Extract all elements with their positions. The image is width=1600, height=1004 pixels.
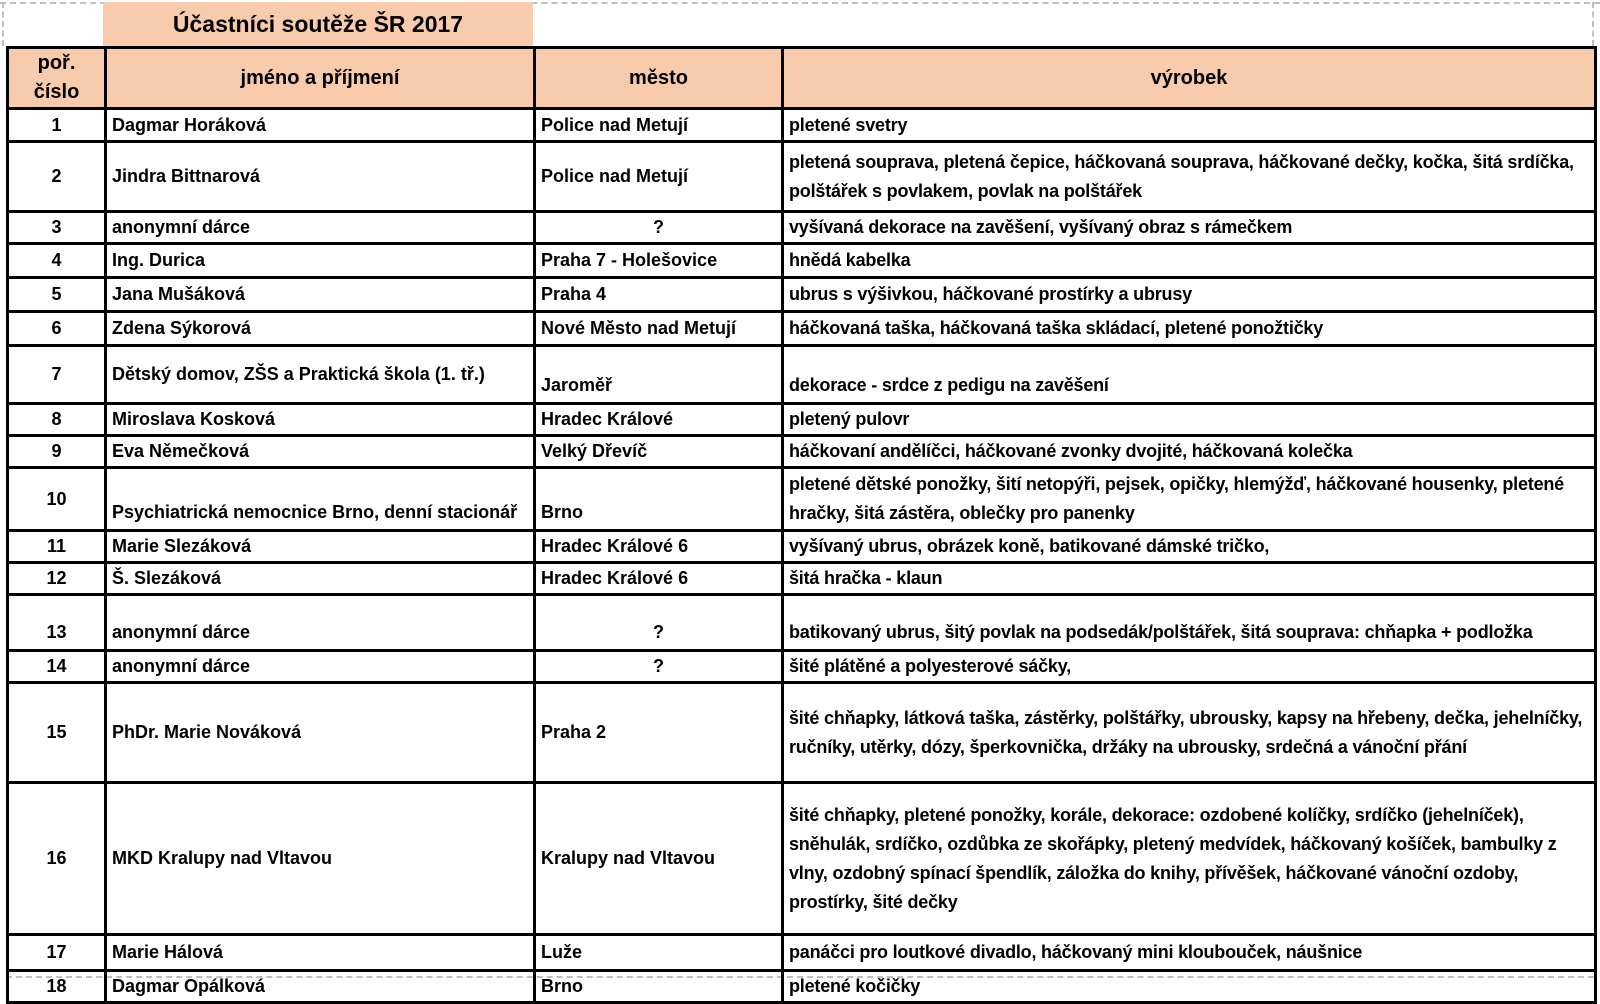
table-row [8, 244, 1596, 278]
table-row [8, 436, 1596, 468]
product-cell[interactable]: pletená souprava, pletená čepice, háčkovaná souprava, háčkované dečky, kočka, šitá srdíčka, polštářek s povlakem, povlak na polštářek [783, 142, 1596, 212]
participant-name-cell[interactable]: Eva Němečková [106, 436, 535, 468]
row-number-cell[interactable]: 1 [8, 109, 106, 142]
product-cell[interactable]: pletené svetry [783, 109, 1596, 142]
participant-name-cell[interactable]: Dagmar Horáková [106, 109, 535, 142]
row-number-cell[interactable]: 9 [8, 436, 106, 468]
table-row [8, 346, 1596, 404]
product-cell[interactable]: vyšívaný ubrus, obrázek koně, batikované dámské tričko, [783, 531, 1596, 563]
city-cell[interactable]: Police nad Metují [535, 109, 783, 142]
row-number-cell[interactable]: 6 [8, 312, 106, 346]
row-number-cell[interactable]: 3 [8, 212, 106, 244]
table-row [8, 683, 1596, 783]
table-body [8, 109, 1596, 1003]
city-cell[interactable]: Jaroměř [535, 346, 783, 404]
city-cell[interactable]: Velký Dřevíč [535, 436, 783, 468]
product-cell[interactable]: pletený pulovr [783, 404, 1596, 436]
participant-name-cell[interactable]: Jindra Bittnarová [106, 142, 535, 212]
table-row [8, 212, 1596, 244]
product-cell[interactable]: batikovaný ubrus, šitý povlak na podsedák/polštářek, šitá souprava: chňapka + podložka [783, 595, 1596, 651]
city-cell[interactable]: Hradec Králové 6 [535, 563, 783, 595]
gridline-left [2, 2, 4, 46]
city-cell[interactable]: ? [535, 651, 783, 683]
city-cell[interactable]: Luže [535, 935, 783, 971]
table-row [8, 935, 1596, 971]
product-cell[interactable]: háčkovaní andělíčci, háčkované zvonky dvojité, háčkovaná kolečka [783, 436, 1596, 468]
table-row [8, 312, 1596, 346]
product-cell[interactable]: šité plátěné a polyesterové sáčky, [783, 651, 1596, 683]
table-row [8, 971, 1596, 1003]
product-cell[interactable]: háčkovaná taška, háčkovaná taška skládací, pletené ponožtičky [783, 312, 1596, 346]
participant-name-cell[interactable]: Zdena Sýkorová [106, 312, 535, 346]
table-row [8, 651, 1596, 683]
city-cell[interactable]: Kralupy nad Vltavou [535, 783, 783, 935]
city-cell[interactable]: Hradec Králové [535, 404, 783, 436]
participant-name-cell[interactable]: MKD Kralupy nad Vltavou [106, 783, 535, 935]
table-row [8, 783, 1596, 935]
product-cell[interactable]: dekorace - srdce z pedigu na zavěšení [783, 346, 1596, 404]
product-cell[interactable]: panáčci pro loutkové divadlo, háčkovaný mini kloubouček, náušnice [783, 935, 1596, 971]
row-number-cell[interactable]: 7 [8, 346, 106, 404]
sheet-title-cell[interactable]: Účastníci soutěže ŠR 2017 [103, 2, 533, 46]
gridline-right [1592, 2, 1594, 46]
table-row [8, 109, 1596, 142]
table-row [8, 468, 1596, 531]
participant-name-cell[interactable]: anonymní dárce [106, 651, 535, 683]
city-cell[interactable]: Brno [535, 468, 783, 531]
city-cell[interactable]: ? [535, 212, 783, 244]
row-number-cell[interactable]: 5 [8, 278, 106, 312]
city-cell[interactable]: Brno [535, 971, 783, 1003]
product-cell[interactable]: ubrus s výšivkou, háčkované prostírky a ubrusy [783, 278, 1596, 312]
row-number-cell[interactable]: 16 [8, 783, 106, 935]
participant-name-cell[interactable]: PhDr. Marie Nováková [106, 683, 535, 783]
table-row [8, 142, 1596, 212]
column-header-city[interactable]: město [535, 48, 783, 109]
row-number-cell[interactable]: 15 [8, 683, 106, 783]
city-cell[interactable]: Praha 2 [535, 683, 783, 783]
city-cell[interactable]: ? [535, 595, 783, 651]
column-header-product[interactable]: výrobek [783, 48, 1596, 109]
table-row [8, 404, 1596, 436]
product-cell[interactable]: vyšívaná dekorace na zavěšení, vyšívaný obraz s rámečkem [783, 212, 1596, 244]
row-number-cell[interactable]: 2 [8, 142, 106, 212]
row-number-cell[interactable]: 14 [8, 651, 106, 683]
table-row [8, 278, 1596, 312]
participant-name-cell[interactable]: Ing. Durica [106, 244, 535, 278]
city-cell[interactable]: Praha 7 - Holešovice [535, 244, 783, 278]
participants-table [6, 46, 1597, 1004]
city-cell[interactable]: Hradec Králové 6 [535, 531, 783, 563]
row-number-cell[interactable]: 18 [8, 971, 106, 1003]
row-number-cell[interactable]: 12 [8, 563, 106, 595]
participant-name-cell[interactable]: Jana Mušáková [106, 278, 535, 312]
column-header-name[interactable]: jméno a příjmení [106, 48, 535, 109]
product-cell[interactable]: šité chňapky, pletené ponožky, korále, dekorace: ozdobené kolíčky, srdíčko (jehelníček), sněhulák, srdíčko, ozdůbka ze skořápky, pletený medvídek, háčkovaný košíček, bambulky z vlny, ozdobný spínací špendlík, záložka do knihy, přívěšek, háčkované vánoční ozdoby, prostírky, šité dečky [783, 783, 1596, 935]
row-number-cell[interactable]: 8 [8, 404, 106, 436]
participant-name-cell[interactable]: anonymní dárce [106, 212, 535, 244]
product-cell[interactable]: šité chňapky, látková taška, zástěrky, polštářky, ubrousky, kapsy na hřebeny, dečka, jehelníčky, ručníky, utěrky, dózy, šperkovnička, držáky na ubrousky, srdečná a vánoční přání [783, 683, 1596, 783]
row-number-cell[interactable]: 17 [8, 935, 106, 971]
table-header [8, 48, 1596, 109]
participant-name-cell[interactable]: Marie Slezáková [106, 531, 535, 563]
city-cell[interactable]: Praha 4 [535, 278, 783, 312]
table-row [8, 531, 1596, 563]
column-header-number[interactable]: poř. číslo [8, 48, 106, 109]
participant-name-cell[interactable]: Psychiatrická nemocnice Brno, denní stacionář [106, 468, 535, 531]
city-cell[interactable]: Nové Město nad Metují [535, 312, 783, 346]
product-cell[interactable]: hnědá kabelka [783, 244, 1596, 278]
row-number-cell[interactable]: 10 [8, 468, 106, 531]
participant-name-cell[interactable]: Marie Hálová [106, 935, 535, 971]
row-number-cell[interactable]: 4 [8, 244, 106, 278]
participant-name-cell[interactable]: Miroslava Kosková [106, 404, 535, 436]
product-cell[interactable]: pletené dětské ponožky, šití netopýři, pejsek, opičky, hlemýžď, háčkované housenky, pletené hračky, šitá zástěra, oblečky pro panenky [783, 468, 1596, 531]
row-number-cell[interactable]: 11 [8, 531, 106, 563]
header-row [8, 48, 1596, 109]
row-number-cell[interactable]: 13 [8, 595, 106, 651]
table-row [8, 595, 1596, 651]
product-cell[interactable]: pletené kočičky [783, 971, 1596, 1003]
city-cell[interactable]: Police nad Metují [535, 142, 783, 212]
participant-name-cell[interactable]: Š. Slezáková [106, 563, 535, 595]
participant-name-cell[interactable]: anonymní dárce [106, 595, 535, 651]
table-row [8, 563, 1596, 595]
product-cell[interactable]: šitá hračka - klaun [783, 563, 1596, 595]
participant-name-cell[interactable]: Dětský domov, ZŠS a Praktická škola (1. tř.) [106, 346, 535, 404]
participant-name-cell[interactable]: Dagmar Opálková [106, 971, 535, 1003]
